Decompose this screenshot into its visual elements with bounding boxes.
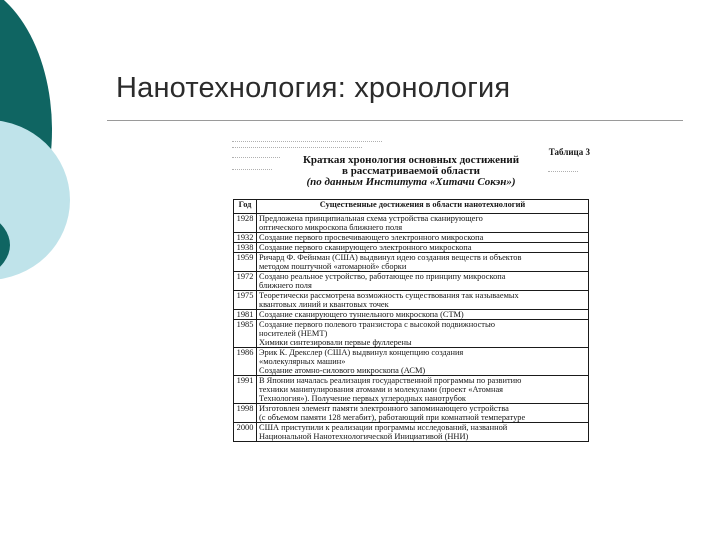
- row-event: [257, 272, 589, 291]
- event-line: Предложена принципиальная схема устройства сканирующего: [259, 214, 483, 223]
- faded-scan-line: [232, 141, 382, 142]
- event-column-header: Существенные достижения в области нанотехнологий: [257, 200, 589, 214]
- event-line: оптического микроскопа ближнего поля: [259, 223, 403, 232]
- event-line: Создание первого сканирующего электронного микроскопа: [259, 243, 472, 252]
- event-line: Ричард Ф. Фейнман (США) выдвинул идею создания веществ и объектов: [259, 253, 522, 262]
- row-event: [257, 214, 589, 233]
- row-event: [257, 348, 589, 376]
- event-line: «молекулярных машин»: [259, 357, 346, 366]
- row-year: 1959: [234, 253, 257, 272]
- row-year: 1938: [234, 243, 257, 253]
- caption-line: в рассматриваемой области: [342, 165, 480, 177]
- table-number-label: Таблица 3: [548, 147, 590, 157]
- faded-scan-line: [548, 171, 578, 172]
- scanned-document: [230, 136, 592, 522]
- row-year: 1932: [234, 233, 257, 243]
- row-event: [257, 320, 589, 348]
- row-event: [257, 423, 589, 442]
- event-line: Создание первого просвечивающего электронного микроскопа: [259, 233, 484, 242]
- table-row: [234, 404, 589, 423]
- faded-scan-line: [232, 157, 280, 158]
- row-year: 1985: [234, 320, 257, 348]
- event-line: Изготовлен элемент памяти электронного запоминающего устройства: [259, 404, 509, 413]
- row-event: [257, 291, 589, 310]
- event-line: Эрик К. Дрекслер (США) выдвинул концепцию создания: [259, 348, 464, 357]
- slide-title: Нанотехнология: хронология: [116, 72, 511, 104]
- table-row: [234, 423, 589, 442]
- event-line: В Японии началась реализация государственной программы по развитию: [259, 376, 522, 385]
- table-row: [234, 243, 589, 253]
- table-row: [234, 253, 589, 272]
- event-line: Создание сканирующего туннельного микроскопа (СТМ): [259, 310, 464, 319]
- table-body: [234, 214, 589, 442]
- decorative-circle-light: [0, 120, 70, 280]
- row-year: 1928: [234, 214, 257, 233]
- event-line: Создание первого полевого транзистора с высокой подвижностью: [259, 320, 496, 329]
- row-year: 1998: [234, 404, 257, 423]
- table-row: [234, 310, 589, 320]
- caption-line: (по данным Института «Хитачи Сокэн»): [306, 176, 516, 188]
- chronology-table: [233, 199, 589, 442]
- table-row: [234, 348, 589, 376]
- event-line: квантовых линий и квантовых точек: [259, 300, 389, 309]
- faded-scan-line: [232, 169, 272, 170]
- caption-line: Краткая хронология основных достижений: [302, 154, 520, 166]
- event-line: США приступили к реализации программы исследований, названной: [259, 423, 508, 432]
- table-row: [234, 214, 589, 233]
- event-line: методом поштучной «атомарной» сборки: [259, 262, 407, 271]
- title-divider: [107, 120, 683, 121]
- event-line: ближнего поля: [259, 281, 312, 290]
- row-event: [257, 404, 589, 423]
- row-year: 1972: [234, 272, 257, 291]
- row-event: [257, 233, 589, 243]
- table-caption: [282, 155, 540, 188]
- faded-scan-line: [232, 147, 362, 148]
- event-line: техники манипулирования атомами и молекулами (проект «Атомная: [259, 385, 504, 394]
- row-event: [257, 376, 589, 404]
- table-row: [234, 272, 589, 291]
- table-row: [234, 376, 589, 404]
- event-line: (с объемом памяти 128 мегабит), работающий при комнатной температуре: [259, 413, 526, 422]
- table-header-row: [234, 200, 589, 214]
- row-year: 1991: [234, 376, 257, 404]
- row-event: [257, 253, 589, 272]
- event-line: Национальной Нанотехнологической Инициативой (ННИ): [259, 432, 469, 441]
- row-year: 1975: [234, 291, 257, 310]
- table-row: [234, 233, 589, 243]
- year-column-header: Год: [234, 200, 257, 214]
- event-line: Химики синтезировали первые фуллерены: [259, 338, 412, 347]
- event-line: Теоретически рассмотрена возможность существования так называемых: [259, 291, 519, 300]
- table-row: [234, 291, 589, 310]
- event-line: Технология»). Получение первых углеродных нанотрубок: [259, 394, 466, 403]
- event-line: носителей (HEMT): [259, 329, 328, 338]
- row-year: 1986: [234, 348, 257, 376]
- event-line: Создано реальное устройство, работающее по принципу микроскопа: [259, 272, 506, 281]
- row-year: 1981: [234, 310, 257, 320]
- event-line: Создание атомно-силового микроскопа (АСМ): [259, 366, 426, 375]
- table-row: [234, 320, 589, 348]
- row-year: 2000: [234, 423, 257, 442]
- row-event: [257, 243, 589, 253]
- row-event: [257, 310, 589, 320]
